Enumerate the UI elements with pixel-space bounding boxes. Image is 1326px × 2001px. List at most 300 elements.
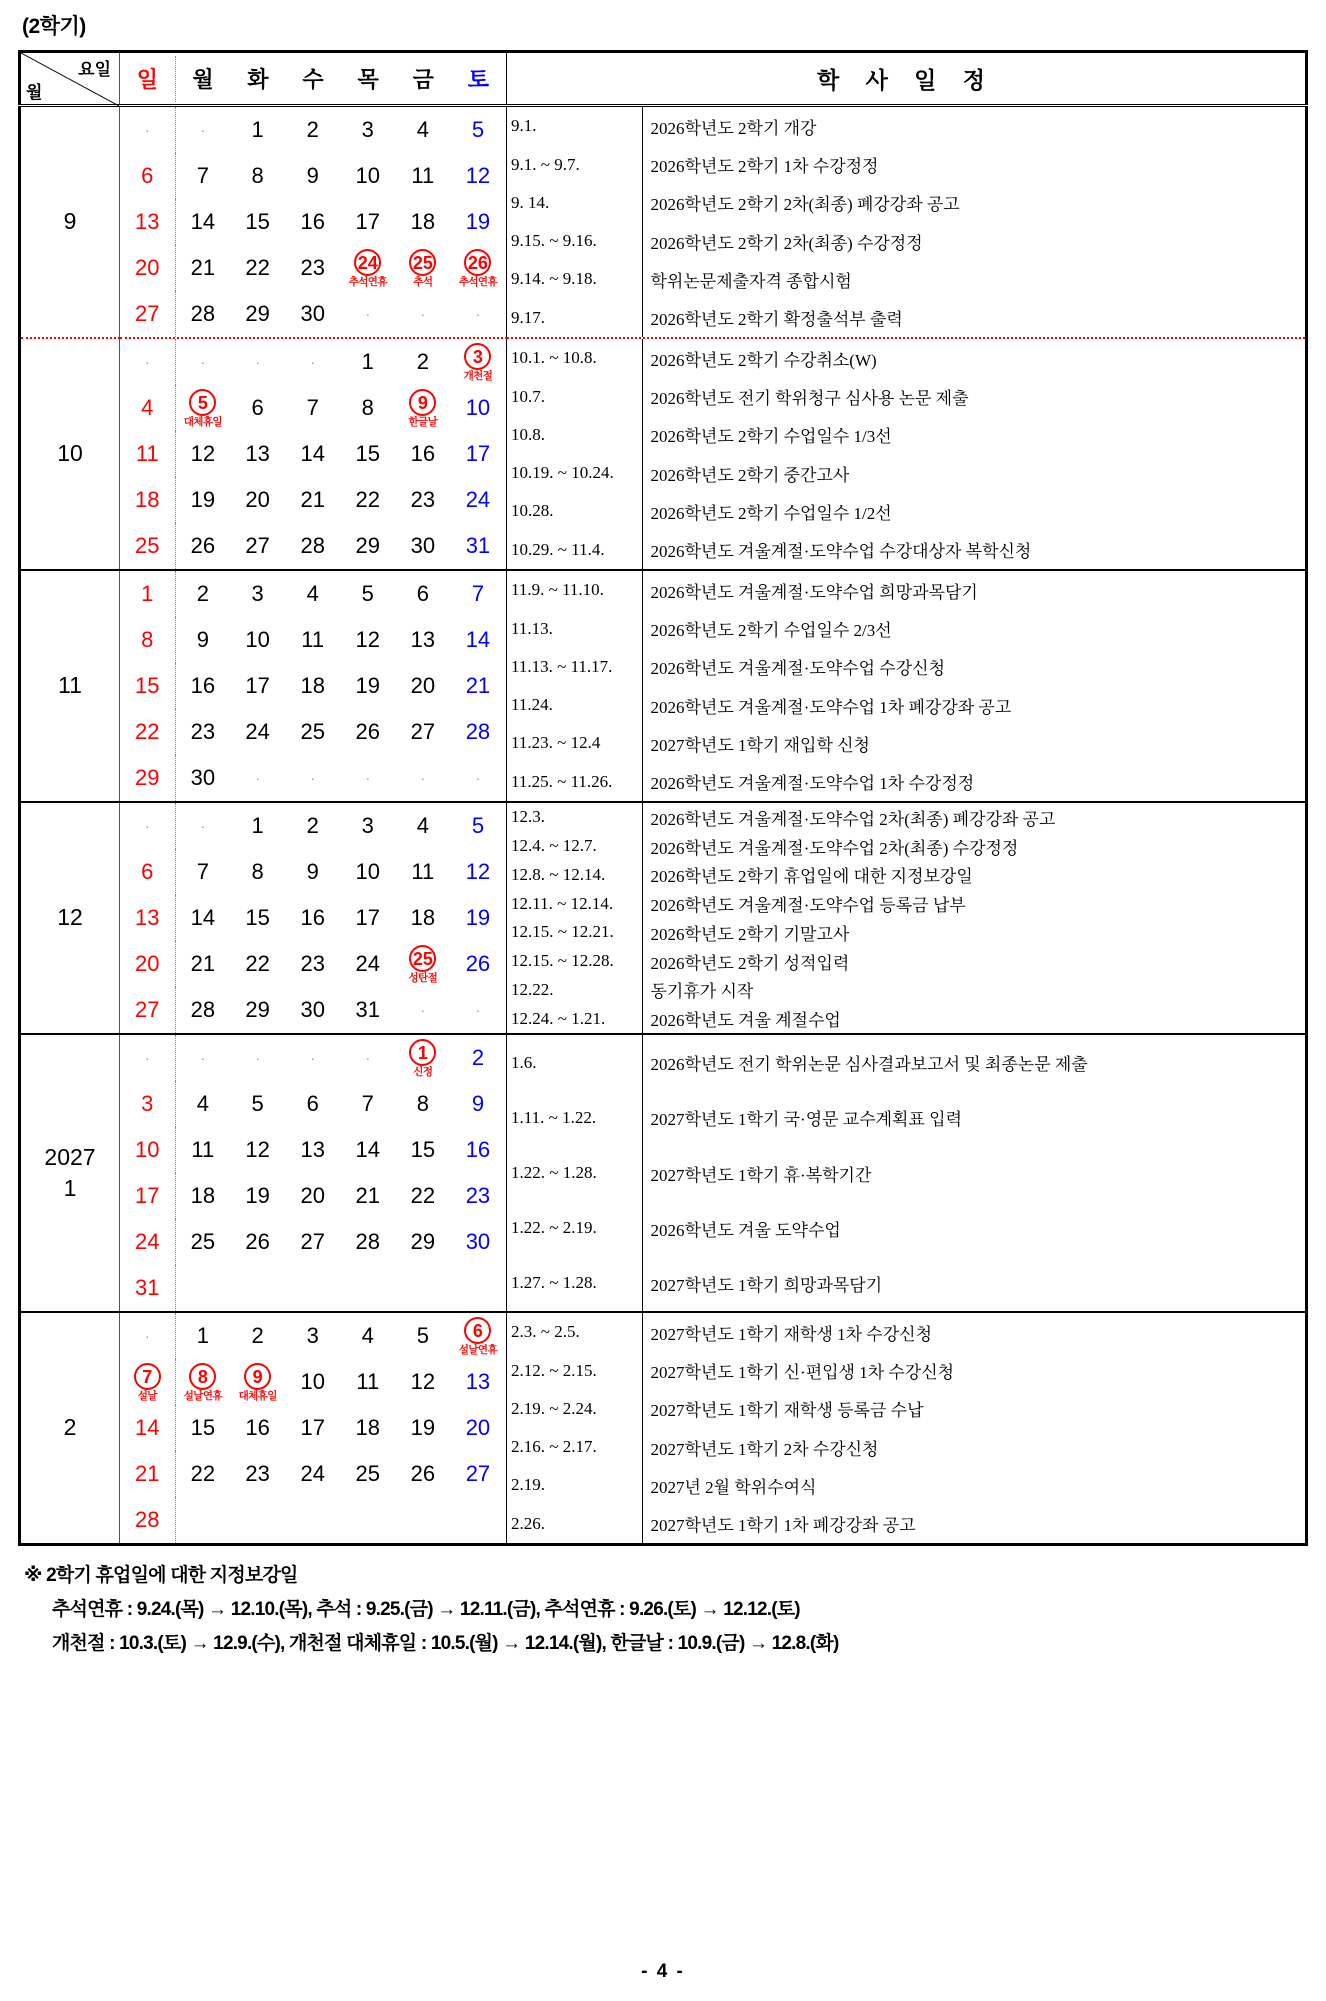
day-cell-15: 15 xyxy=(245,209,270,234)
day-cell-4: 4 xyxy=(416,813,429,838)
schedule-text: 2026학년도 2학기 휴업일에 대한 지정보강일 xyxy=(650,867,973,887)
day-cell-2: 2 xyxy=(306,117,319,142)
weekday-header-토: 토 xyxy=(467,67,490,92)
day-cell-24: 24 xyxy=(465,487,491,512)
day-cell-21: 21 xyxy=(355,1183,381,1208)
schedule-text: 동기휴가 시작 xyxy=(650,982,754,1002)
week-row xyxy=(120,199,506,245)
day-cell-2: 2 xyxy=(416,349,429,374)
day-cell-9: 9 xyxy=(306,859,319,884)
day-cell-empty: · xyxy=(310,354,316,370)
day-cell-29: 29 xyxy=(120,755,175,801)
month-label: 2027 1 xyxy=(20,1034,120,1312)
day-cell-empty xyxy=(340,1265,395,1311)
schedule-date: 12.24. ~ 1.21. xyxy=(507,1004,642,1033)
day-cell-empty: · xyxy=(310,1050,316,1066)
week-row xyxy=(120,339,506,385)
schedule-text: 2026학년도 겨울계절·도약수업 1차 폐강강좌 공고 xyxy=(650,697,1012,717)
day-cell-empty: · xyxy=(200,1050,206,1066)
day-cell-12: 12 xyxy=(190,441,216,466)
schedule-date: 12.15. ~ 12.21. xyxy=(507,918,642,947)
day-cell-empty: · xyxy=(475,1002,481,1018)
day-cell-empty xyxy=(340,1497,395,1543)
day-cell-30: 30 xyxy=(410,533,436,558)
week-row xyxy=(120,663,506,709)
week-row xyxy=(120,245,506,291)
day-cell-15: 15 xyxy=(355,441,381,466)
day-cell-4: 4 xyxy=(361,1323,374,1348)
schedule-text: 2026학년도 2학기 1차 수강정정 xyxy=(650,157,879,176)
calendar-body xyxy=(20,106,1307,1545)
day-cell-15: 15 xyxy=(410,1137,436,1162)
day-cell-21: 21 xyxy=(190,951,216,976)
day-cell-10: 10 xyxy=(300,1369,325,1394)
day-cell-24: 24 xyxy=(245,719,270,744)
day-cell-holiday-25: 25 추석 xyxy=(395,245,450,291)
day-cell-27: 27 xyxy=(120,987,175,1033)
day-cell-7: 7 xyxy=(361,1091,374,1116)
day-cell-7: 7 xyxy=(196,859,209,884)
day-cell-3: 3 xyxy=(361,117,374,142)
footnote-line: 추석연휴 : 9.24.(목) → 12.10.(목), 추석 : 9.25.(금) → 12.11.(금), 추석연휴 : 9.26.(토) → 12.12.(토) xyxy=(52,1599,800,1620)
schedule-date: 12.8. ~ 12.14. xyxy=(507,861,642,890)
week-row xyxy=(120,941,506,987)
schedule-text: 2027학년도 1학기 희망과목담기 xyxy=(650,1275,883,1295)
day-cell-13: 13 xyxy=(245,441,270,466)
day-cell-2: 2 xyxy=(306,813,319,838)
month-label: 11 xyxy=(20,570,120,802)
weekday-header-일: 일 xyxy=(120,56,175,102)
day-cell-20: 20 xyxy=(245,487,270,512)
day-cell-22: 22 xyxy=(410,1183,436,1208)
day-cell-17: 17 xyxy=(245,673,270,698)
day-cell-1: 1 xyxy=(251,117,264,142)
day-cell-18: 18 xyxy=(190,1183,216,1208)
day-cell-8: 8 xyxy=(361,395,374,420)
schedule-text: 2027학년도 1학기 2차 수강신청 xyxy=(650,1439,879,1459)
day-cell-10: 10 xyxy=(120,1127,175,1173)
day-cell-15: 15 xyxy=(190,1415,216,1440)
day-cell-13: 13 xyxy=(300,1137,325,1162)
day-cell-2: 2 xyxy=(251,1323,264,1348)
day-cell-23: 23 xyxy=(245,1461,270,1486)
schedule-text: 2026학년도 2학기 수업일수 1/2선 xyxy=(650,503,892,523)
day-cell-empty: · xyxy=(200,122,206,138)
day-cell-1: 1 xyxy=(196,1323,209,1348)
schedule-text: 2026학년도 겨울계절·도약수업 수강대상자 복학신청 xyxy=(650,542,1032,562)
day-cell-18: 18 xyxy=(410,209,436,234)
day-cell-13: 13 xyxy=(410,627,436,652)
schedule-row xyxy=(507,299,1305,337)
week-row xyxy=(120,1313,506,1359)
schedule-date: 10.7. xyxy=(507,377,642,415)
month-day-grid xyxy=(120,338,507,570)
schedule-row xyxy=(507,763,1305,801)
day-cell-30: 30 xyxy=(465,1229,491,1254)
schedule-row xyxy=(507,454,1305,492)
month-day-grid xyxy=(120,1312,507,1545)
day-cell-30: 30 xyxy=(300,997,325,1022)
day-cell-6: 6 xyxy=(306,1091,319,1116)
day-cell-31: 31 xyxy=(120,1265,175,1311)
day-cell-15: 15 xyxy=(245,905,270,930)
day-cell-19: 19 xyxy=(355,673,381,698)
academic-calendar-table xyxy=(18,50,1308,1546)
footnote-line: 개천절 : 10.3.(토) → 12.9.(수), 개천절 대체휴일 : 10.5.(월) → 12.14.(월), 한글날 : 10.9.(금) → 12.8.(화) xyxy=(52,1633,839,1654)
day-cell-29: 29 xyxy=(245,997,270,1022)
day-cell-13: 13 xyxy=(120,199,175,245)
day-cell-22: 22 xyxy=(190,1461,216,1486)
month-schedule-list xyxy=(507,338,1307,570)
day-cell-28: 28 xyxy=(190,301,216,326)
schedule-text: 2026학년도 2학기 2차(최종) 폐강강좌 공고 xyxy=(650,195,960,215)
day-cell-20: 20 xyxy=(410,673,436,698)
schedule-date: 1.6. xyxy=(507,1035,642,1090)
week-row xyxy=(120,1451,506,1497)
day-cell-12: 12 xyxy=(355,627,381,652)
page-number: - 4 - xyxy=(641,1961,685,1982)
schedule-row xyxy=(507,1145,1305,1200)
day-cell-23: 23 xyxy=(300,255,325,280)
schedule-text: 2027학년도 1학기 재입학 신청 xyxy=(650,735,870,755)
week-row xyxy=(120,1359,506,1405)
schedule-text: 2026학년도 2학기 수업일수 2/3선 xyxy=(650,621,892,640)
month-label: 9 xyxy=(20,106,120,339)
day-cell-30: 30 xyxy=(300,301,325,326)
day-cell-13: 13 xyxy=(465,1369,491,1394)
day-cell-4: 4 xyxy=(416,117,429,142)
day-cell-23: 23 xyxy=(465,1183,491,1208)
day-cell-18: 18 xyxy=(300,673,325,698)
schedule-date: 2.19. xyxy=(507,1466,642,1504)
day-cell-14: 14 xyxy=(300,441,325,466)
week-row xyxy=(120,1219,506,1265)
schedule-date: 12.22. xyxy=(507,976,642,1005)
day-cell-29: 29 xyxy=(245,301,270,326)
day-cell-16: 16 xyxy=(190,673,216,698)
day-cell-12: 12 xyxy=(465,859,491,884)
month-schedule-list xyxy=(507,802,1307,1034)
day-cell-26: 26 xyxy=(410,1461,436,1486)
schedule-text: 2027학년도 1학기 신·편입생 1차 수강신청 xyxy=(650,1363,955,1382)
week-row xyxy=(120,1265,506,1311)
day-cell-6: 6 xyxy=(120,153,175,199)
day-cell-14: 14 xyxy=(120,1405,175,1451)
month-day-grid xyxy=(120,106,507,339)
day-cell-holiday-1: 1 신정 xyxy=(395,1035,450,1081)
schedule-row xyxy=(507,686,1305,724)
schedule-date: 2.26. xyxy=(507,1505,642,1543)
week-row xyxy=(120,477,506,523)
weekday-header-목: 목 xyxy=(357,67,379,92)
schedule-row xyxy=(507,416,1305,454)
week-row xyxy=(120,1081,506,1127)
day-cell-10: 10 xyxy=(355,163,381,188)
day-cell-empty xyxy=(285,1497,340,1543)
day-cell-9: 9 xyxy=(306,163,319,188)
day-cell-28: 28 xyxy=(120,1497,175,1543)
day-cell-14: 14 xyxy=(190,905,216,930)
day-cell-8: 8 xyxy=(416,1091,429,1116)
day-cell-22: 22 xyxy=(245,255,270,280)
month-schedule-list xyxy=(507,1034,1307,1312)
day-cell-19: 19 xyxy=(245,1183,270,1208)
day-cell-31: 31 xyxy=(355,997,381,1022)
schedule-row xyxy=(507,1390,1305,1428)
day-cell-5: 5 xyxy=(361,581,374,606)
month-day-grid xyxy=(120,1034,507,1312)
footnotes xyxy=(24,1560,1308,1655)
week-row xyxy=(120,1173,506,1219)
schedule-date: 12.4. ~ 12.7. xyxy=(507,832,642,861)
day-cell-11: 11 xyxy=(411,859,435,884)
day-cell-26: 26 xyxy=(355,719,381,744)
day-cell-26: 26 xyxy=(190,533,216,558)
schedule-date: 2.19. ~ 2.24. xyxy=(507,1390,642,1428)
schedule-text: 2026학년도 2학기 기말고사 xyxy=(650,924,850,944)
day-cell-16: 16 xyxy=(300,209,325,234)
day-cell-5: 5 xyxy=(416,1323,429,1348)
day-cell-14: 14 xyxy=(465,627,491,652)
day-cell-29: 29 xyxy=(355,533,381,558)
day-cell-22: 22 xyxy=(120,709,175,755)
day-cell-24: 24 xyxy=(120,1219,175,1265)
week-row xyxy=(120,709,506,755)
month-block-2027-1 xyxy=(20,1034,1307,1312)
day-cell-9: 9 xyxy=(196,627,209,652)
day-cell-27: 27 xyxy=(245,533,270,558)
schedule-text: 2027학년도 1학기 재학생 1차 수강신청 xyxy=(650,1324,932,1344)
schedule-row xyxy=(507,889,1305,918)
day-cell-25: 25 xyxy=(355,1461,381,1486)
day-cell-empty: · xyxy=(420,770,426,786)
day-cell-empty: · xyxy=(365,306,371,322)
day-cell-14: 14 xyxy=(355,1137,381,1162)
day-cell-20: 20 xyxy=(465,1415,491,1440)
day-cell-4: 4 xyxy=(196,1091,209,1116)
schedule-text: 2026학년도 2학기 중간고사 xyxy=(650,465,850,485)
schedule-row xyxy=(507,1035,1305,1090)
day-cell-empty xyxy=(175,1497,230,1543)
day-cell-26: 26 xyxy=(245,1229,270,1254)
schedule-date: 10.8. xyxy=(507,416,642,454)
schedule-date: 10.1. ~ 10.8. xyxy=(507,339,642,377)
schedule-text: 학위논문제출자격 종합시험 xyxy=(650,271,852,291)
day-cell-21: 21 xyxy=(300,487,325,512)
day-cell-15: 15 xyxy=(120,663,175,709)
schedule-text: 2027년 2월 학위수여식 xyxy=(650,1477,817,1497)
day-cell-empty: · xyxy=(420,306,426,322)
day-cell-holiday-9: 9 한글날 xyxy=(395,385,450,431)
day-cell-17: 17 xyxy=(300,1415,325,1440)
day-cell-holiday-25: 25 성탄절 xyxy=(395,941,450,987)
day-cell-empty: · xyxy=(420,1002,426,1018)
day-cell-23: 23 xyxy=(190,719,216,744)
day-cell-20: 20 xyxy=(300,1183,325,1208)
day-cell-11: 11 xyxy=(301,627,325,652)
day-cell-8: 8 xyxy=(251,859,264,884)
schedule-row xyxy=(507,184,1305,222)
day-cell-22: 22 xyxy=(245,951,270,976)
day-cell-holiday-9: 9 대체휴일 xyxy=(230,1359,285,1405)
schedule-column-header: 학 사 일 정 xyxy=(507,52,1307,106)
day-cell-holiday-8: 8 설날연휴 xyxy=(175,1359,230,1405)
week-row xyxy=(120,1497,506,1543)
month-block-12 xyxy=(20,802,1307,1034)
schedule-date: 1.11. ~ 1.22. xyxy=(507,1090,642,1145)
week-row xyxy=(120,617,506,663)
schedule-text: 2026학년도 2학기 수강취소(W) xyxy=(650,350,877,370)
day-cell-16: 16 xyxy=(245,1415,270,1440)
schedule-date: 12.3. xyxy=(507,803,642,832)
day-cell-19: 19 xyxy=(190,487,216,512)
day-cell-27: 27 xyxy=(410,719,436,744)
day-cell-empty: · xyxy=(255,354,260,370)
day-cell-empty: · xyxy=(200,818,206,834)
month-label: 10 xyxy=(20,338,120,570)
week-row xyxy=(120,291,506,337)
day-cell-26: 26 xyxy=(465,951,491,976)
schedule-text: 2026학년도 전기 학위청구 심사용 논문 제출 xyxy=(650,389,969,408)
day-cell-19: 19 xyxy=(465,209,491,234)
month-block-2 xyxy=(20,1312,1307,1545)
schedule-row xyxy=(507,1201,1305,1256)
schedule-text: 2026학년도 겨울계절·도약수업 등록금 납부 xyxy=(650,896,966,916)
month-block-9 xyxy=(20,106,1307,339)
day-cell-27: 27 xyxy=(465,1461,491,1486)
day-cell-17: 17 xyxy=(355,209,381,234)
schedule-date: 2.3. ~ 2.5. xyxy=(507,1313,642,1351)
schedule-date: 9. 14. xyxy=(507,184,642,222)
page-title: (2학기) xyxy=(22,15,86,38)
month-block-10 xyxy=(20,338,1307,570)
day-cell-25: 25 xyxy=(120,523,175,569)
week-row xyxy=(120,1127,506,1173)
schedule-text: 2026학년도 겨울계절·도약수업 희망과목담기 xyxy=(650,582,978,602)
day-cell-30: 30 xyxy=(190,765,216,790)
schedule-date: 9.17. xyxy=(507,299,642,337)
schedule-date: 2.12. ~ 2.15. xyxy=(507,1351,642,1389)
month-schedule-list xyxy=(507,106,1307,339)
day-cell-5: 5 xyxy=(471,117,485,142)
week-row xyxy=(120,895,506,941)
day-cell-empty xyxy=(230,1265,285,1311)
day-cell-18: 18 xyxy=(355,1415,381,1440)
month-block-11 xyxy=(20,570,1307,802)
schedule-text: 2027학년도 1학기 재학생 등록금 수납 xyxy=(650,1401,924,1421)
schedule-date: 2.16. ~ 2.17. xyxy=(507,1428,642,1466)
day-cell-29: 29 xyxy=(410,1229,436,1254)
day-cell-3: 3 xyxy=(361,813,374,838)
day-cell-28: 28 xyxy=(300,533,325,558)
day-cell-empty: · xyxy=(365,770,371,786)
day-cell-23: 23 xyxy=(300,951,325,976)
header-weekday-label: 요일 xyxy=(78,60,111,79)
month-label: 2 xyxy=(20,1312,120,1545)
day-cell-holiday-6: 6 설날연휴 xyxy=(450,1313,505,1359)
week-row xyxy=(120,849,506,895)
schedule-row xyxy=(507,492,1305,530)
day-cell-empty: · xyxy=(255,1050,260,1066)
day-cell-empty xyxy=(450,1265,505,1311)
day-cell-19: 19 xyxy=(465,905,491,930)
schedule-row xyxy=(507,1256,1305,1311)
schedule-date: 1.22. ~ 2.19. xyxy=(507,1201,642,1256)
day-cell-empty xyxy=(395,1497,450,1543)
day-cell-empty: · xyxy=(365,1050,371,1066)
schedule-row xyxy=(507,648,1305,686)
schedule-date: 11.25. ~ 11.26. xyxy=(507,763,642,801)
day-cell-16: 16 xyxy=(410,441,436,466)
week-row xyxy=(120,1035,506,1081)
schedule-row xyxy=(507,861,1305,890)
day-cell-28: 28 xyxy=(190,997,216,1022)
day-cell-2: 2 xyxy=(471,1045,485,1070)
day-cell-23: 23 xyxy=(410,487,436,512)
day-cell-14: 14 xyxy=(190,209,216,234)
week-row xyxy=(120,1405,506,1451)
schedule-date: 11.23. ~ 12.4 xyxy=(507,724,642,762)
day-cell-27: 27 xyxy=(120,291,175,337)
day-cell-holiday-26: 26 추석연휴 xyxy=(450,245,505,291)
schedule-date: 11.9. ~ 11.10. xyxy=(507,571,642,609)
day-cell-12: 12 xyxy=(465,163,491,188)
day-cell-empty xyxy=(285,1265,340,1311)
schedule-row xyxy=(507,531,1305,569)
day-cell-20: 20 xyxy=(120,245,175,291)
day-cell-holiday-3: 3 개천절 xyxy=(450,339,505,385)
schedule-text: 2026학년도 겨울계절·도약수업 2차(최종) 폐강강좌 공고 xyxy=(650,809,1056,829)
schedule-text: 2026학년도 겨울계절·도약수업 2차(최종) 수강정정 xyxy=(650,838,1019,858)
weekday-header-화: 화 xyxy=(247,67,269,92)
weekday-header-수: 수 xyxy=(302,67,324,92)
schedule-date: 11.13. ~ 11.17. xyxy=(507,648,642,686)
month-schedule-list xyxy=(507,1312,1307,1545)
day-cell-21: 21 xyxy=(465,673,491,698)
schedule-date: 1.27. ~ 1.28. xyxy=(507,1256,642,1311)
schedule-row xyxy=(507,1090,1305,1145)
schedule-text: 2026학년도 2학기 2차(최종) 수강정정 xyxy=(650,233,923,253)
schedule-date: 10.29. ~ 11.4. xyxy=(507,531,642,569)
day-cell-empty: · xyxy=(120,1035,175,1081)
schedule-row xyxy=(507,1428,1305,1466)
schedule-date: 1.22. ~ 1.28. xyxy=(507,1145,642,1200)
week-row xyxy=(120,385,506,431)
day-cell-7: 7 xyxy=(196,163,209,188)
day-cell-11: 11 xyxy=(191,1137,215,1162)
schedule-row xyxy=(507,1313,1305,1351)
day-cell-3: 3 xyxy=(306,1323,319,1348)
day-cell-3: 3 xyxy=(251,581,264,606)
schedule-text: 2026학년도 겨울 계절수업 xyxy=(650,1011,841,1031)
day-cell-holiday-5: 5 대체휴일 xyxy=(175,385,230,431)
schedule-date: 11.13. xyxy=(507,609,642,647)
day-cell-6: 6 xyxy=(251,395,264,420)
schedule-text: 2026학년도 전기 학위논문 심사결과보고서 및 최종논문 제출 xyxy=(650,1055,1088,1075)
weekday-row xyxy=(120,56,506,102)
schedule-row xyxy=(507,571,1305,609)
schedule-row xyxy=(507,803,1305,832)
day-cell-11: 11 xyxy=(411,163,435,188)
schedule-row xyxy=(507,724,1305,762)
schedule-row xyxy=(507,222,1305,260)
day-cell-12: 12 xyxy=(410,1369,436,1394)
day-cell-7: 7 xyxy=(471,581,485,606)
month-label: 12 xyxy=(20,802,120,1034)
schedule-row xyxy=(507,1351,1305,1389)
day-cell-5: 5 xyxy=(251,1091,264,1116)
day-cell-7: 7 xyxy=(306,395,319,420)
